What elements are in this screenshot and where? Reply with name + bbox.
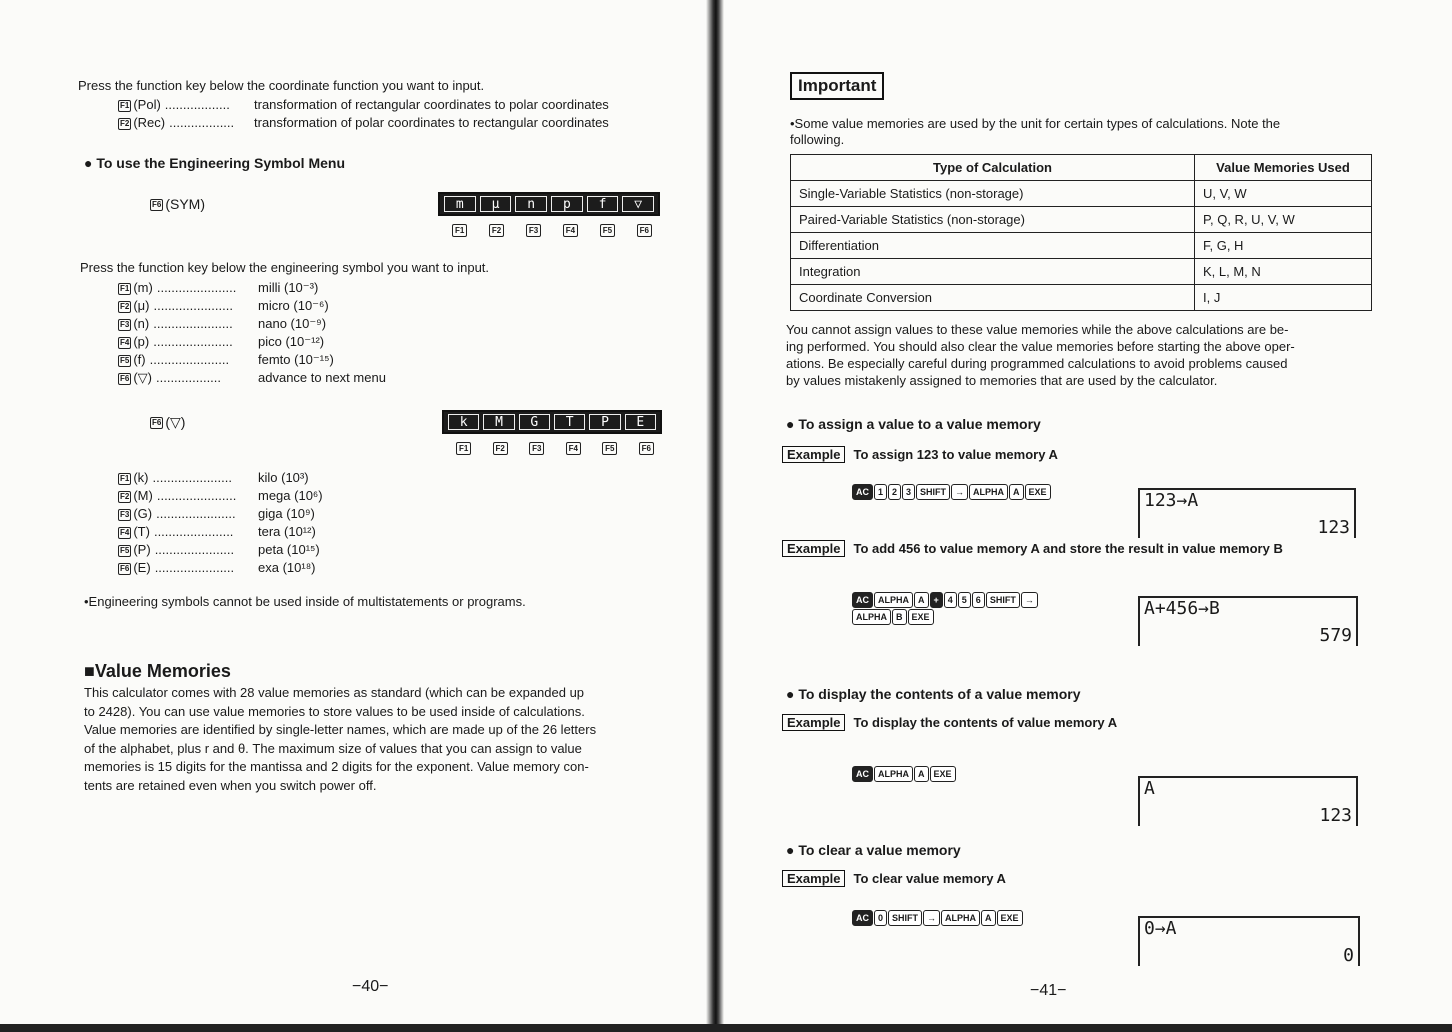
lcd-display bbox=[1138, 916, 1360, 966]
item-key-label: (▽) bbox=[133, 370, 152, 385]
list-item bbox=[118, 352, 229, 367]
calculator-key-icon: → bbox=[923, 910, 940, 926]
table-row bbox=[791, 181, 1372, 207]
example-tag: Example bbox=[782, 714, 845, 731]
calculator-key-icon: A bbox=[914, 592, 929, 608]
calculator-key-icon: ALPHA bbox=[969, 484, 1008, 500]
list-item bbox=[118, 470, 232, 485]
paragraph-line: Value memories are identified by single-letter names, which are made up of the 26 letters bbox=[84, 722, 597, 737]
list-item bbox=[118, 370, 221, 386]
function-key-icon: F2 bbox=[493, 442, 508, 455]
item-key-label: (n) bbox=[133, 316, 150, 331]
function-key-icon: F3 bbox=[529, 442, 544, 455]
leader-dots: ...................... bbox=[154, 560, 235, 575]
function-key-icon: F6 bbox=[639, 442, 654, 455]
calculator-key-icon: 2 bbox=[888, 484, 901, 500]
note-line: by values mistakenly assigned to memories that are used by the calculator. bbox=[786, 373, 1218, 388]
function-key-icon: F3 bbox=[526, 224, 541, 237]
table-header-type: Type of Calculation bbox=[791, 155, 1195, 181]
leader-dots: .................. bbox=[156, 370, 222, 385]
item-description: transformation of rectangular coordinates to polar coordinates bbox=[254, 97, 609, 112]
paragraph-line: of the alphabet, plus r and θ. The maximum size of values that you can assign to value bbox=[84, 740, 582, 756]
calculator-key-icon: 1 bbox=[874, 484, 887, 500]
list-item bbox=[118, 298, 233, 313]
function-key-icon: F5 bbox=[602, 442, 617, 455]
item-key-label: (p) bbox=[133, 334, 150, 349]
calculator-key-icon: AC bbox=[852, 766, 873, 782]
calculator-key-icon: AC bbox=[852, 910, 873, 926]
function-key-icon: F6 bbox=[637, 224, 652, 237]
item-key-label: (M) bbox=[133, 488, 153, 503]
key-sequence bbox=[852, 484, 1058, 500]
f6-key-icon: F6 bbox=[152, 418, 162, 428]
item-key-label: (T) bbox=[133, 524, 150, 539]
item-key-label: (Pol) bbox=[133, 97, 161, 112]
next-key-label: (▽) bbox=[165, 414, 186, 430]
leader-dots: ...................... bbox=[153, 334, 233, 349]
item-description: femto (10⁻¹⁵) bbox=[258, 352, 334, 367]
function-key-icon: F4 bbox=[563, 224, 578, 237]
calculator-key-icon: AC bbox=[852, 484, 873, 500]
item-description: peta (10¹⁵) bbox=[258, 542, 320, 557]
table-header-row bbox=[791, 155, 1372, 181]
item-key-label: (Rec) bbox=[133, 115, 166, 130]
table-cell-type: Integration bbox=[791, 259, 1195, 285]
softkey-label: m bbox=[444, 196, 476, 212]
calculator-key-icon: SHIFT bbox=[916, 484, 950, 500]
leader-dots: ...................... bbox=[153, 524, 234, 539]
table-header-memories: Value Memories Used bbox=[1195, 155, 1372, 181]
function-key-icon: F5 bbox=[120, 545, 130, 555]
calculator-key-icon: EXE bbox=[1025, 484, 1051, 500]
list-item bbox=[118, 524, 233, 539]
lcd-display bbox=[1138, 596, 1358, 646]
f6-key-icon: F6 bbox=[152, 200, 162, 210]
sym-softkey-menu-1 bbox=[438, 192, 660, 216]
leader-dots: ...................... bbox=[149, 352, 230, 367]
calculator-key-icon: → bbox=[951, 484, 968, 500]
softkey-label: ▽ bbox=[622, 196, 654, 212]
lcd-expression: 123→A bbox=[1144, 490, 1199, 511]
example-line bbox=[782, 714, 1117, 731]
note-line: ations. Be especially careful during programmed calculations to avoid problems caused bbox=[786, 356, 1288, 371]
lcd-expression: A bbox=[1144, 778, 1155, 799]
softkey-label: E bbox=[625, 414, 656, 430]
calculator-key-icon: ALPHA bbox=[874, 766, 913, 782]
function-key-icon: F1 bbox=[452, 224, 467, 237]
leader-dots: .................. bbox=[169, 115, 235, 130]
softkey-label: T bbox=[554, 414, 585, 430]
leader-dots: ...................... bbox=[153, 316, 233, 331]
softkey-label: n bbox=[515, 196, 547, 212]
key-sequence bbox=[852, 766, 1058, 782]
function-key-row-1 bbox=[452, 224, 652, 237]
item-key-label: (P) bbox=[133, 542, 151, 557]
example-line bbox=[782, 446, 1058, 463]
calculator-key-icon: ALPHA bbox=[852, 609, 891, 625]
function-key-icon: F4 bbox=[120, 337, 130, 347]
list-item bbox=[118, 560, 234, 575]
key-sequence bbox=[852, 910, 1058, 926]
lcd-display bbox=[1138, 488, 1356, 538]
lcd-result: 579 bbox=[1319, 625, 1352, 646]
function-key-icon: F3 bbox=[120, 319, 130, 329]
calculator-key-icon: EXE bbox=[908, 609, 934, 625]
example-description: To display the contents of value memory A bbox=[853, 715, 1118, 730]
note-line: ing performed. You should also clear the value memories before starting the above oper- bbox=[786, 339, 1295, 354]
function-key-icon: F4 bbox=[566, 442, 581, 455]
function-key-icon: F4 bbox=[120, 527, 130, 537]
function-key-icon: F3 bbox=[120, 509, 130, 519]
calculator-key-icon: → bbox=[1021, 592, 1038, 608]
example-description: To add 456 to value memory A and store the result in value memory B bbox=[853, 541, 1283, 556]
calculator-key-icon: EXE bbox=[930, 766, 956, 782]
function-key-icon: F1 bbox=[456, 442, 471, 455]
calculator-key-icon: 6 bbox=[972, 592, 985, 608]
section-heading: ● To assign a value to a value memory bbox=[786, 416, 1041, 432]
sym-menu-heading: ● To use the Engineering Symbol Menu bbox=[84, 155, 345, 171]
key-sequence bbox=[852, 592, 1058, 625]
item-description: advance to next menu bbox=[258, 370, 386, 385]
calculator-key-icon: B bbox=[892, 609, 907, 625]
table-cell-type: Paired-Variable Statistics (non-storage) bbox=[791, 207, 1195, 233]
list-item bbox=[118, 506, 236, 521]
softkey-label: M bbox=[483, 414, 514, 430]
leader-dots: ...................... bbox=[156, 488, 237, 503]
leader-dots: ...................... bbox=[152, 470, 232, 485]
leader-dots: ...................... bbox=[156, 506, 236, 521]
example-tag: Example bbox=[782, 540, 845, 557]
coord-intro: Press the function key below the coordinate function you want to input. bbox=[78, 78, 485, 93]
section-heading: ● To display the contents of a value memory bbox=[786, 686, 1081, 702]
list-item bbox=[118, 280, 236, 295]
calculator-key-icon: + bbox=[930, 592, 943, 608]
item-description: nano (10⁻⁹) bbox=[258, 316, 327, 331]
page-number-left: −40− bbox=[352, 978, 389, 995]
lcd-result: 123 bbox=[1319, 805, 1352, 826]
list-item bbox=[118, 542, 234, 557]
function-key-icon: F2 bbox=[120, 118, 130, 128]
list-item bbox=[118, 97, 230, 112]
item-key-label: (m) bbox=[133, 280, 153, 295]
example-description: To clear value memory A bbox=[853, 871, 1006, 886]
list-item bbox=[118, 334, 233, 349]
paragraph-line: This calculator comes with 28 value memories as standard (which can be expanded up bbox=[84, 685, 585, 700]
softkey-label: p bbox=[551, 196, 583, 212]
item-key-label: (E) bbox=[133, 560, 151, 575]
function-key-icon: F6 bbox=[120, 563, 130, 573]
function-key-icon: F2 bbox=[120, 491, 130, 501]
table-cell-type: Coordinate Conversion bbox=[791, 285, 1195, 311]
item-description: transformation of polar coordinates to rectangular coordinates bbox=[254, 115, 609, 130]
important-label: Important bbox=[790, 72, 884, 100]
table-cell-type: Single-Variable Statistics (non-storage) bbox=[791, 181, 1195, 207]
calculator-key-icon: SHIFT bbox=[888, 910, 922, 926]
leader-dots: ...................... bbox=[156, 280, 237, 295]
book-gutter bbox=[706, 0, 724, 1032]
paragraph-line: memories is 15 digits for the mantissa and 2 digits for the exponent. Value memory con- bbox=[84, 759, 589, 774]
function-key-icon: F5 bbox=[600, 224, 615, 237]
list-item bbox=[118, 488, 236, 503]
leader-dots: ...................... bbox=[154, 542, 235, 557]
table-row bbox=[791, 233, 1372, 259]
calculator-key-icon: 3 bbox=[902, 484, 915, 500]
example-tag: Example bbox=[782, 446, 845, 463]
function-key-icon: F6 bbox=[120, 373, 130, 383]
item-key-label: (G) bbox=[133, 506, 153, 521]
function-key-icon: F1 bbox=[120, 473, 130, 483]
example-description: To assign 123 to value memory A bbox=[853, 447, 1058, 462]
calculator-key-icon: SHIFT bbox=[986, 592, 1020, 608]
lcd-result: 0 bbox=[1343, 945, 1354, 966]
function-key-icon: F1 bbox=[120, 100, 130, 110]
item-description: milli (10⁻³) bbox=[258, 280, 319, 295]
list-item bbox=[118, 316, 233, 331]
page-number-right: −41− bbox=[1030, 982, 1067, 999]
softkey-label: G bbox=[519, 414, 550, 430]
section-heading: ● To clear a value memory bbox=[786, 842, 961, 858]
item-description: tera (10¹²) bbox=[258, 524, 316, 539]
item-description: giga (10⁹) bbox=[258, 506, 315, 521]
scan-edge bbox=[0, 1024, 1452, 1032]
function-key-icon: F2 bbox=[120, 301, 130, 311]
calculator-key-icon: 4 bbox=[944, 592, 957, 608]
table-cell-memories: U, V, W bbox=[1195, 181, 1372, 207]
softkey-label: μ bbox=[480, 196, 512, 212]
item-description: micro (10⁻⁶) bbox=[258, 298, 329, 313]
paragraph-line: tents are retained even when you switch power off. bbox=[84, 777, 377, 793]
list-item bbox=[118, 115, 234, 130]
note-line: following. bbox=[790, 132, 845, 147]
table-cell-type: Differentiation bbox=[791, 233, 1195, 259]
softkey-label: P bbox=[589, 414, 620, 430]
softkey-label: k bbox=[448, 414, 479, 430]
function-key-icon: F2 bbox=[489, 224, 504, 237]
paragraph-line: to 2428). You can use value memories to store values to be used inside of calculations. bbox=[84, 703, 585, 719]
note-line: You cannot assign values to these value memories while the above calculations are be- bbox=[786, 322, 1289, 337]
item-key-label: (μ) bbox=[133, 298, 150, 313]
item-description: pico (10⁻¹²) bbox=[258, 334, 325, 349]
next-menu-instruction bbox=[150, 414, 185, 431]
lcd-expression: A+456→B bbox=[1144, 598, 1220, 619]
item-description: mega (10⁶) bbox=[258, 488, 323, 503]
example-line bbox=[782, 540, 1283, 557]
lcd-display bbox=[1138, 776, 1358, 826]
sym-key-instruction bbox=[150, 196, 205, 212]
item-key-label: (k) bbox=[133, 470, 149, 485]
calculator-key-icon: AC bbox=[852, 592, 873, 608]
calculator-key-icon: EXE bbox=[997, 910, 1023, 926]
table-row bbox=[791, 285, 1372, 311]
leader-dots: ...................... bbox=[153, 298, 233, 313]
eng-note: •Engineering symbols cannot be used inside of multistatements or programs. bbox=[84, 594, 526, 609]
function-key-row-2 bbox=[456, 442, 654, 455]
table-cell-memories: P, Q, R, U, V, W bbox=[1195, 207, 1372, 233]
memory-usage-table bbox=[790, 154, 1372, 311]
lcd-expression: 0→A bbox=[1144, 918, 1177, 939]
table-cell-memories: K, L, M, N bbox=[1195, 259, 1372, 285]
sym-softkey-menu-2 bbox=[442, 410, 662, 434]
calculator-key-icon: A bbox=[981, 910, 996, 926]
lcd-result: 123 bbox=[1317, 517, 1350, 538]
sym-key-label: (SYM) bbox=[165, 196, 206, 212]
value-memories-heading: ■Value Memories bbox=[84, 661, 231, 681]
press-eng-instruction: Press the function key below the engineering symbol you want to input. bbox=[80, 260, 490, 275]
calculator-key-icon: ALPHA bbox=[941, 910, 980, 926]
softkey-label: f bbox=[587, 196, 619, 212]
item-description: kilo (10³) bbox=[258, 470, 309, 485]
calculator-key-icon: 0 bbox=[874, 910, 887, 926]
item-description: exa (10¹⁸) bbox=[258, 560, 316, 575]
example-line bbox=[782, 870, 1006, 887]
calculator-key-icon: 5 bbox=[958, 592, 971, 608]
note-line: •Some value memories are used by the unit for certain types of calculations. Note the bbox=[790, 116, 1281, 131]
function-key-icon: F5 bbox=[120, 355, 130, 365]
function-key-icon: F1 bbox=[120, 283, 130, 293]
example-tag: Example bbox=[782, 870, 845, 887]
calculator-key-icon: A bbox=[1009, 484, 1024, 500]
table-cell-memories: F, G, H bbox=[1195, 233, 1372, 259]
calculator-key-icon: ALPHA bbox=[874, 592, 913, 608]
leader-dots: .................. bbox=[164, 97, 230, 112]
table-cell-memories: I, J bbox=[1195, 285, 1372, 311]
table-row bbox=[791, 259, 1372, 285]
table-row bbox=[791, 207, 1372, 233]
item-key-label: (f) bbox=[133, 352, 146, 367]
calculator-key-icon: A bbox=[914, 766, 929, 782]
